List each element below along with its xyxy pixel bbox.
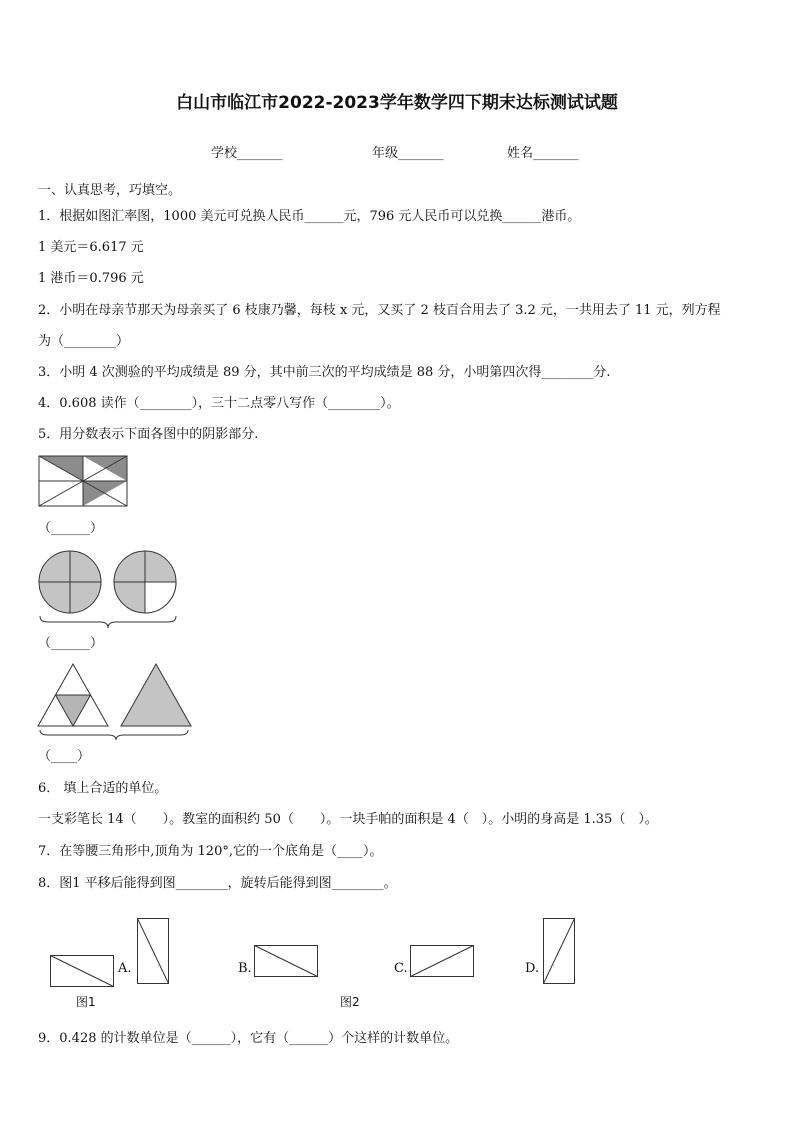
question-6-fill: 一支彩笔长 14（ ）。教室的面积约 50（ ）。一块手帕的面积是 4（ ）。小明的身高是 1.35（ ）。 [38,812,658,827]
question-4: 4．0.608 读作（________），三十二点零八写作（________）。 [38,396,400,411]
figure-1-rectangle [50,955,116,989]
answer-blank-2[interactable]: （______） [38,636,104,651]
option-c-label: C. [394,961,408,976]
question-6: 6． 填上合适的单位。 [38,781,168,796]
section-heading: 一、认真思考，巧填空。 [38,183,182,198]
fraction-figure-rectangle [39,456,129,508]
answer-blank-3[interactable]: （____） [38,749,91,764]
option-a-figure [137,918,171,986]
figure-1-label: 图1 [76,995,96,1009]
school-field[interactable]: 学校_______ [211,146,283,161]
option-b-figure [254,945,320,979]
question-3: 3．小明 4 次测验的平均成绩是 89 分，其中前三次的平均成绩是 88 分，小明第四次得________分. [38,365,611,380]
rate-usd: 1 美元＝6.617 元 [38,240,144,255]
question-2: 2．小明在母亲节那天为母亲买了 6 枝康乃馨，每枝 x 元，又买了 2 枝百合用去了 3.2 元，一共用去了 11 元，列方程 [38,303,721,318]
answer-blank-1[interactable]: （______） [38,521,104,536]
page-title: 白山市临江市2022-2023学年数学四下期末达标测试试题 [176,93,618,113]
grade-field[interactable]: 年级_______ [372,146,444,161]
fraction-figure-circles [38,550,180,630]
question-8: 8．图1 平移后能得到图________，旋转后能得到图________。 [38,876,397,891]
figure-2-label: 图2 [340,995,360,1009]
rate-hkd: 1 港币＝0.796 元 [38,271,144,286]
question-2-cont: 为（________） [38,334,130,349]
option-d-label: D. [525,961,540,976]
question-7: 7．在等腰三角形中,顶角为 120°,它的一个底角是（____）。 [38,844,383,859]
question-9: 9．0.428 的计数单位是（______），它有（______）个这样的计数单位。 [38,1031,459,1046]
option-d-figure [543,918,577,986]
fraction-figure-triangles [38,664,198,744]
option-c-figure [410,945,476,979]
option-a-label: A. [118,961,132,976]
question-1: 1．根据如图汇率图，1000 美元可兑换人民币______元，796 元人民币可以兑换______港币。 [38,209,581,224]
name-field[interactable]: 姓名_______ [507,146,579,161]
question-5: 5．用分数表示下面各图中的阴影部分. [38,427,259,442]
option-b-label: B. [238,961,252,976]
